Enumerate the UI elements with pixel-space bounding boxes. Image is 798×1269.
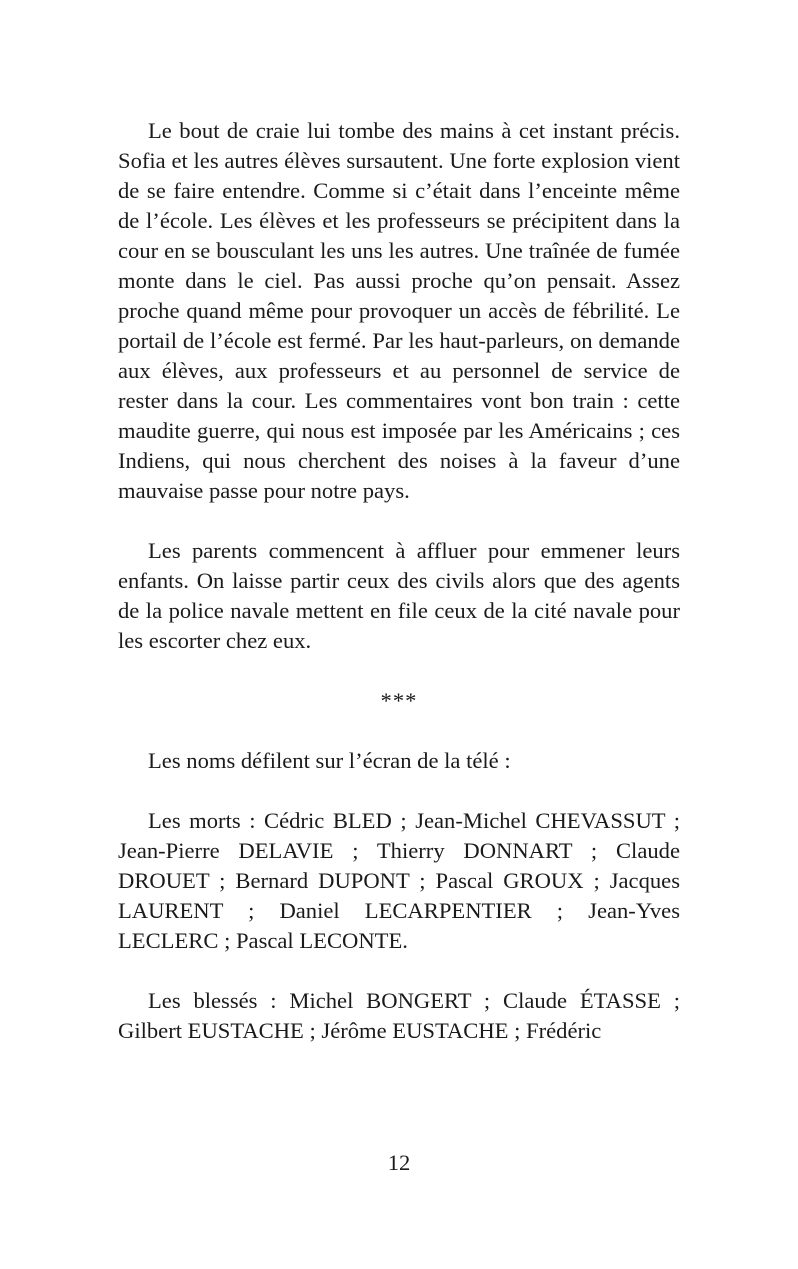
paragraph-wounded-list: Les blessés : Michel BONGERT ; Claude ÉTASSE ; Gilbert EUSTACHE ; Jérôme EUSTACHE ; Frédéric bbox=[118, 988, 680, 1043]
section-separator: *** bbox=[380, 688, 418, 713]
paragraph-dead-list: Les morts : Cédric BLED ; Jean-Michel CHEVASSUT ; Jean-Pierre DELAVIE ; Thierry DONNART ; Claude DROUET ; Bernard DUPONT ; Pascal GROUX ; Jacques LAURENT ; Daniel LECARPENTIER ; Jean-Yves LECLERC ; Pascal LECONTE. bbox=[118, 808, 680, 953]
body-text bbox=[118, 116, 680, 1046]
paragraph-explosion: Le bout de craie lui tombe des mains à cet instant précis. Sofia et les autres élèves sursautent. Une forte explosion vient de se faire entendre. Comme si c’était dans l’enceinte même de l’école. Les élèves et les professeurs se précipitent dans la cour en se bousculant les uns les autres. Une traînée de fumée monte dans le ciel. Pas aussi proche qu’on pensait. Assez proche quand même pour provoquer un accès de fébrilité. Le portail de l’école est fermé. Par les haut-parleurs, on demande aux élèves, aux professeurs et au personnel de service de rester dans la cour. Les commentaires vont bon train : cette maudite guerre, qui nous est imposée par les Américains ; ces Indiens, qui nous cherchent des noises à la faveur d’une mauvaise passe pour notre pays. bbox=[118, 118, 680, 503]
paragraph-parents: Les parents commencent à affluer pour emmener leurs enfants. On laisse partir ceux des civils alors que des agents de la police navale mettent en file ceux de la cité navale pour les escorter chez eux. bbox=[118, 538, 680, 653]
page-number: 12 bbox=[387, 1150, 411, 1175]
paragraph-names-intro: Les noms défilent sur l’écran de la télé : bbox=[148, 748, 511, 773]
